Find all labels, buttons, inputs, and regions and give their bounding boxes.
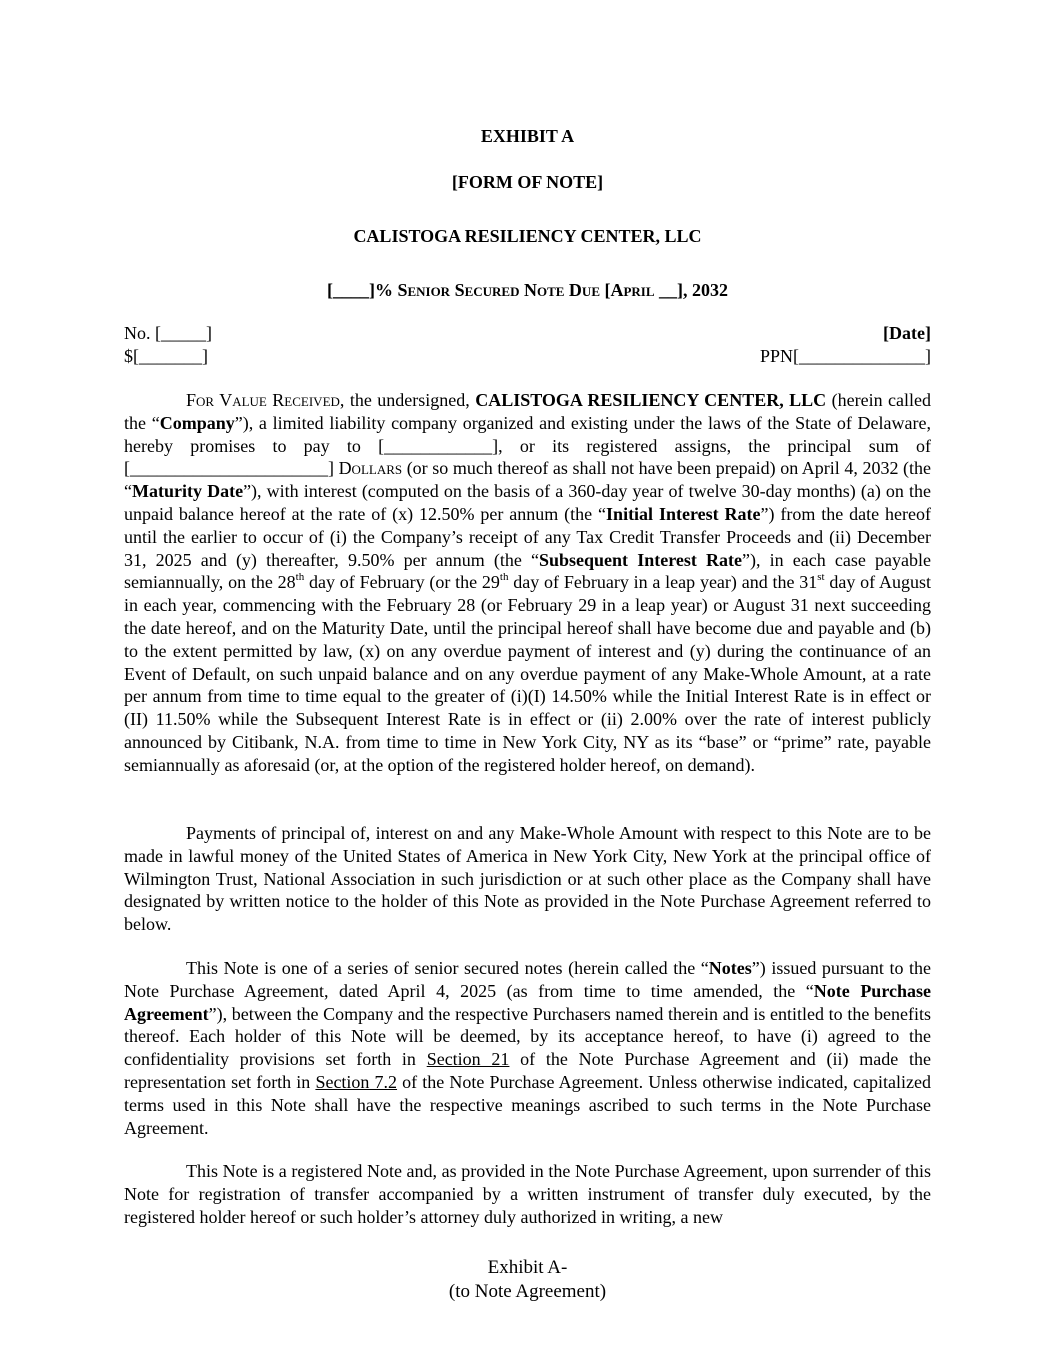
text-span: ”) issued pursuant to the Note Purchase Agreement, dated April 4, 2025 (as from time to time amended, the “ bbox=[124, 958, 931, 1001]
text-span: day of February (or the 29 bbox=[304, 572, 500, 593]
dollars-word: Dollars bbox=[338, 458, 403, 479]
form-of-note-heading: [FORM OF NOTE] bbox=[451, 172, 604, 192]
text-span: of the Note Purchase Agreement. Unless otherwise indicated, capitalized terms used in this Note shall have the respective meanings ascribed to such terms in the Note Purchase Agreement. bbox=[124, 1071, 931, 1138]
paragraph-registered-note: This Note is a registered Note and, as provided in the Note Purchase Agreement, upon surrender of this Note for registration of transfer accompanied by a written instrument of transfer duly executed, by the registered holder hereof or such holder’s attorney duly authorized in writing, a new bbox=[124, 1161, 931, 1227]
paragraph-value-received bbox=[124, 389, 931, 777]
date-field: [Date] bbox=[883, 323, 931, 343]
footer-agreement: (to Note Agreement) bbox=[448, 1281, 607, 1302]
note-title-heading: [____]% Senior Secured Note Due [April __], 2032 bbox=[326, 280, 729, 300]
footer-exhibit: Exhibit A- bbox=[487, 1257, 568, 1278]
subsequent-rate-definition: Subsequent Interest Rate bbox=[539, 549, 742, 570]
text-span: day of August in each year, commencing with the February 28 (or February 29 in a leap year) or August 31 next succeeding the date hereof, and on the Maturity Date, until the principal hereof shall have become due and payable and (b) to the extent permitted by law, (x) on any overdue payment of interest and (y) during the continuance of an Event of Default, on such unpaid balance and on any overdue payment of any Make-Whole Amount, at a rate per annum from time to time equal to the greater of (i)(I) 14.50% while the Initial Interest Rate is in effect or (II) 11.50% while the Subsequent Interest Rate is in effect or (ii) 2.00% over the rate of interest publicly announced by Citibank, N.A. from time to time in New York City, NY as its “base” or “prime” rate, payable semiannually as aforesaid (or, at the option of the registered holder hereof, on demand). bbox=[124, 572, 931, 775]
superscript: th bbox=[295, 571, 305, 584]
amount-field: $[_______] bbox=[124, 346, 208, 366]
text-span: ”), with interest (computed on the basis of a 360-day year of twelve 30-day months) (a) on the unpaid balance hereof at the rate of (x) 12.50% per annum (the “ bbox=[124, 481, 931, 524]
company-heading: CALISTOGA RESILIENCY CENTER, LLC bbox=[353, 226, 702, 246]
npa-definition: Note Purchase Agreement bbox=[124, 980, 931, 1024]
section-21-reference: Section 21 bbox=[426, 1049, 510, 1070]
maturity-date-definition: Maturity Date bbox=[132, 481, 244, 502]
notes-definition: Notes bbox=[708, 958, 752, 978]
section-7-2-reference: Section 7.2 bbox=[315, 1071, 398, 1092]
initial-rate-definition: Initial Interest Rate bbox=[606, 503, 761, 524]
text-span: This Note is one of a series of senior secured notes (herein called the “ bbox=[186, 958, 709, 978]
text-span: , the undersigned, bbox=[339, 390, 476, 410]
number-date-row bbox=[124, 322, 931, 345]
company-definition: Company bbox=[159, 412, 235, 433]
text-span: ”) from the date hereof until the earlier to occur of (i) the Company’s receipt of any Tax Credit Transfer Proceeds and (ii) December 31, 2025 and (y) thereafter, 9.50% per annum (the “ bbox=[124, 503, 931, 570]
text-span: (herein called the “ bbox=[124, 390, 932, 433]
paragraph-payments: Payments of principal of, interest on and any Make-Whole Amount with respect to this Note are to be made in lawful money of the United States of America in New York City, New York at the principal office of Wilmington Trust, National Association in such jurisdiction or at such other place as the Company shall have designated by written notice to the holder of this Note as provided in the Note Purchase Agreement referred to below. bbox=[124, 823, 931, 935]
text-span: of the Note Purchase Agreement and (ii) made the representation set forth in bbox=[124, 1049, 932, 1092]
company-name: CALISTOGA RESILIENCY CENTER, LLC bbox=[475, 390, 827, 410]
superscript: st bbox=[817, 571, 825, 584]
paragraph-series bbox=[124, 957, 931, 1139]
superscript: th bbox=[499, 571, 509, 584]
amount-ppn-row bbox=[124, 345, 931, 368]
text-span: ”), between the Company and the respective Purchasers named therein and is entitled to the benefits thereof. Each holder of this Note will be deemed, by its acceptance hereof, to have (i) agreed to the confidentiality provisions set forth in bbox=[124, 1003, 931, 1070]
text-span: ”), a limited liability company organized and existing under the laws of the State of Delaware, hereby promises to pay to [____________], or its registered assigns, the principal sum of [______________________] bbox=[124, 412, 931, 479]
text-span: (or so much thereof as shall not have been prepaid) on April 4, 2032 (the “ bbox=[124, 458, 931, 502]
ppn-field: PPN[______________] bbox=[759, 346, 931, 366]
for-value-received: For Value Received bbox=[186, 390, 340, 410]
text-span: ”), in each case payable semiannually, on the 28 bbox=[124, 549, 931, 593]
note-number-field: No. [_____] bbox=[124, 323, 212, 343]
text-span: day of February in a leap year) and the 31 bbox=[508, 572, 818, 593]
exhibit-heading: EXHIBIT A bbox=[480, 126, 575, 146]
